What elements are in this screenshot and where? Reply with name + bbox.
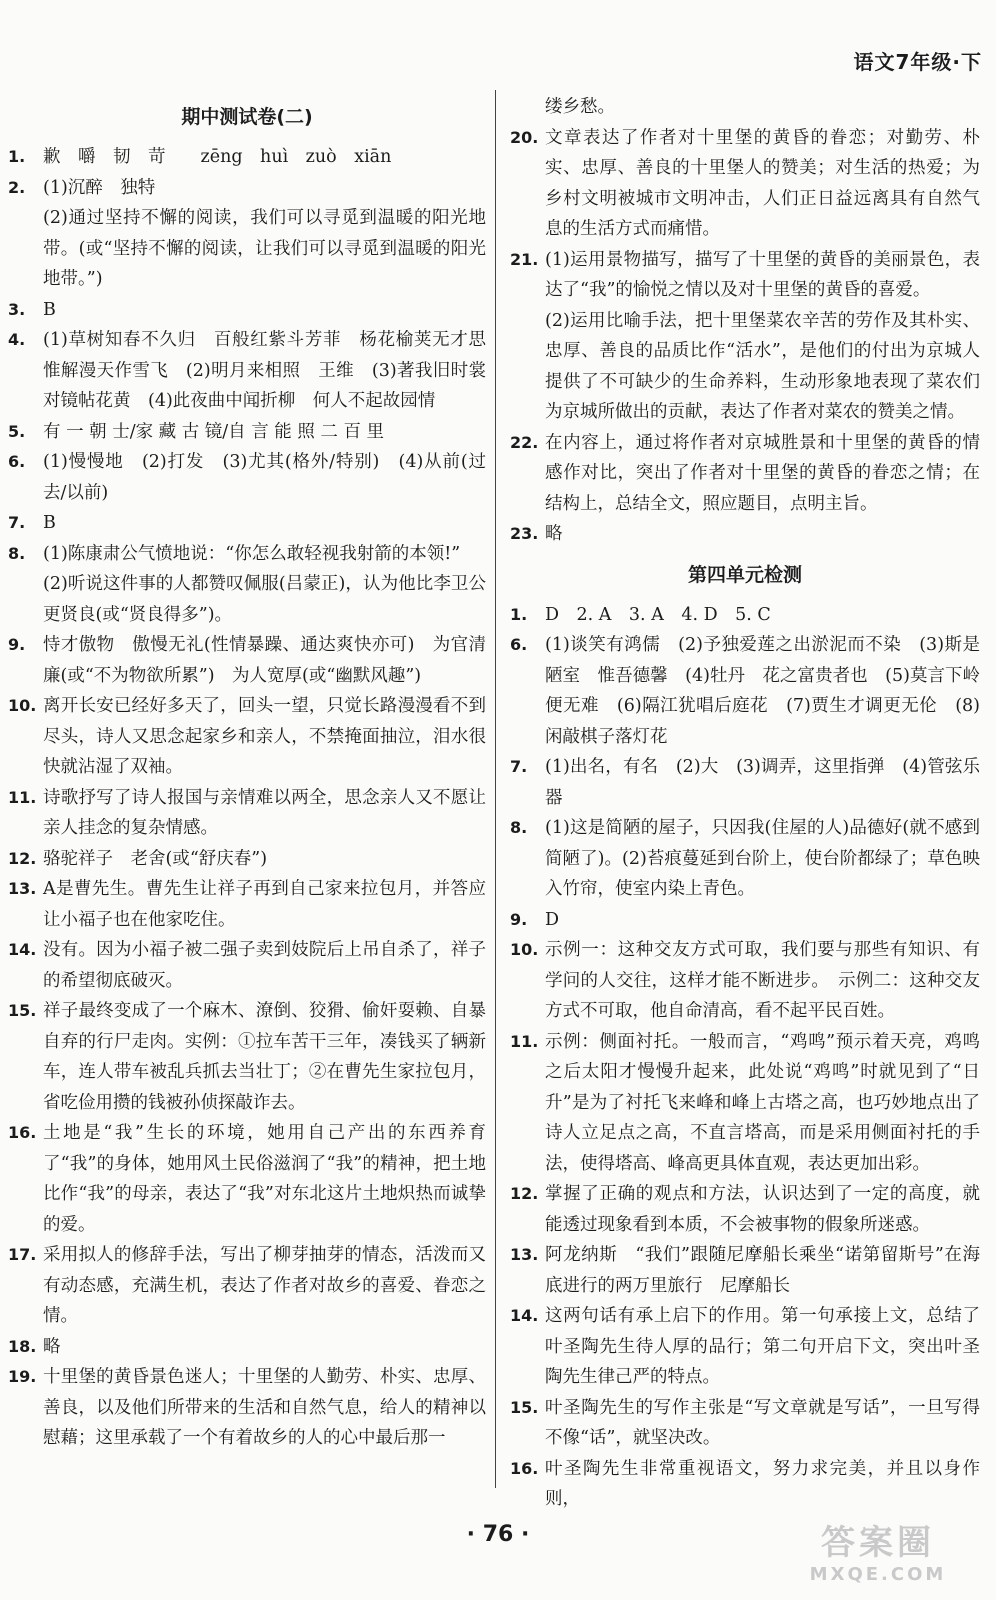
answer-text: (1)慢慢地 (2)打发 (3)尤其(格外/特别) (4)从前(过去/以前) <box>43 452 486 503</box>
answer-item <box>8 1332 486 1363</box>
answer-text: 这两句话有承上启下的作用。第一句承接上文，总结了叶圣陶先生待人厚的品行；第二句开启下文，突出叶圣陶先生律己严的特点。 <box>545 1306 980 1387</box>
answer-item <box>510 428 980 520</box>
answer-text: (1)谈笑有鸿儒 (2)予独爱莲之出淤泥而不染 (3)斯是陋室 惟吾德馨 (4)牡丹 花之富贵者也 (5)莫言下岭便无难 (6)隔江犹唱后庭花 (7)贾生才调更无伦 (8)闲敲棋子落灯花 <box>545 635 980 747</box>
right-item-list-b <box>510 600 980 1515</box>
answer-text: D <box>545 909 560 930</box>
continuation-text: 缕乡愁。 <box>545 97 615 117</box>
answer-number: 12. <box>8 848 37 868</box>
answer-number: 9. <box>510 909 528 929</box>
answer-text: 示例：侧面衬托。一般而言，“鸡鸣”预示着天亮，鸡鸣之后太阳才慢慢升起来，此处说“鸡鸣”时就见到了“日升”是为了衬托飞来峰和峰上古塔之高，也巧妙地点出了诗人立足点之高，不直言塔高，而是采用侧面衬托的手法，使得塔高、峰高更具体直观，表达更加出彩。 <box>545 1031 980 1174</box>
section-title-unit4: 第四单元检测 <box>687 563 802 586</box>
answer-item <box>8 844 486 875</box>
answer-item <box>510 935 980 1027</box>
answer-item <box>8 295 486 326</box>
answer-item <box>8 1118 486 1240</box>
answer-text: (1)草树知春不久归 百般红紫斗芳菲 杨花榆荚无才思 惟解漫天作雪飞 (2)明月来相照 王维 (3)著我旧时裳 对镜帖花黄 (4)此夜曲中闻折柳 何人不起故园情 <box>43 330 504 411</box>
answer-number: 9. <box>8 635 26 654</box>
watermark-main: 答案圈 <box>821 1523 935 1563</box>
answer-number: 13. <box>510 1245 539 1264</box>
answer-text: (1)运用景物描写，描写了十里堡的黄昏的美丽景色，表达了“我”的愉悦之情以及对十里堡的黄昏的喜爱。 (2)运用比喻手法，把十里堡菜农辛苦的劳作及其朴实、忠厚、善良的品质比作“活水”，是他们的付出为京城人提供了不可缺少的生命养料，生动形象地表现了菜农们为京城所做出的贡献，表达了作者对菜农的赞美之情。 <box>545 249 980 422</box>
answer-text: 十里堡的黄昏景色迷人；十里堡的人勤劳、朴实、忠厚、善良，以及他们所带来的生活和自然气息，给人的精神以慰藉；这里承载了一个有着故乡的人的心中最后那一 <box>43 1367 486 1448</box>
answer-item <box>510 1179 980 1240</box>
answer-item <box>8 996 486 1118</box>
answer-number: 1. <box>510 604 528 624</box>
watermark-logo <box>778 1522 978 1590</box>
answer-text: 掌握了正确的观点和方法，认识达到了一定的高度，就能透过现象看到本质，不会被事物的假象所迷惑。 <box>545 1184 980 1235</box>
section-title-midterm: 期中测试卷(二) <box>181 106 313 128</box>
answer-item <box>8 447 486 508</box>
answer-text: 叶圣陶先生非常重视语文，努力求完美，并且以身作则， <box>545 1458 980 1509</box>
answer-number: 7. <box>510 757 528 776</box>
answer-number: 4. <box>8 330 26 349</box>
answer-text: 阿龙纳斯 “我们”跟随尼摩船长乘坐“诺第留斯号”在海底进行的两万里旅行 尼摩船长 <box>545 1245 980 1296</box>
answer-number: 1. <box>8 147 26 166</box>
answer-number: 17. <box>8 1245 37 1264</box>
answer-item <box>510 519 980 550</box>
answer-number: 19. <box>8 1367 37 1386</box>
answer-item <box>510 630 980 752</box>
answer-item <box>8 630 486 691</box>
answer-text: (1)这是简陋的屋子，只因我(住屋的人)品德好(就不感到简陋了)。(2)苔痕蔓延到台阶上，使台阶都绿了；草色映入竹帘，使室内染上青色。 <box>545 818 980 899</box>
answer-text: 采用拟人的修辞手法，写出了柳芽抽芽的情态，活泼而又有动态感，充满生机，表达了作者对故乡的喜爱、眷恋之情。 <box>43 1245 486 1326</box>
answer-item <box>8 173 486 295</box>
answer-item <box>8 325 504 417</box>
answer-number: 22. <box>510 432 539 452</box>
left-column <box>8 92 504 1454</box>
answer-number: 16. <box>8 1123 37 1142</box>
answer-text: (1)出名，有名 (2)大 (3)调弄，这里指弹 (4)管弦乐器 <box>545 757 980 808</box>
answer-item <box>8 142 486 173</box>
answer-number: 13. <box>8 879 37 898</box>
answer-number: 14. <box>8 940 37 959</box>
answer-number: 12. <box>510 1184 539 1203</box>
answer-text: 诗歌抒写了诗人报国与亲情难以两全，思念亲人又不愿让亲人挂念的复杂情感。 <box>43 787 486 838</box>
answer-text: 示例一：这种交友方式可取，我们要与那些有知识、有学问的人交往，这样才能不断进步。 示例二：这种交友方式不可取，他自命清高，看不起平民百姓。 <box>545 940 980 1021</box>
answer-number: 16. <box>510 1458 539 1478</box>
answer-item <box>510 1240 980 1301</box>
continuation-line <box>510 92 980 123</box>
answer-text: 在内容上，通过将作者对京城胜景和十里堡的黄昏的情感作对比，突出了作者对十里堡的黄昏的眷恋之情；在结构上，总结全文，照应题目，点明主旨。 <box>545 432 980 514</box>
answer-number: 23. <box>510 524 539 543</box>
answer-number: 7. <box>8 513 26 532</box>
answer-text: A是曹先生。曹先生让祥子再到自己家来拉包月，并答应让小福子也在他家吃住。 <box>43 879 486 930</box>
answer-text: 祥子最终变成了一个麻木、潦倒、狡猾、偷奸耍赖、自暴自弃的行尸走肉。实例：①拉车苦干三年，凑钱买了辆新车，连人带车被乱兵抓去当壮丁；②在曹先生家拉包月，省吃俭用攒的钱被孙侦探敲诈去。 <box>43 1001 486 1113</box>
answer-number: 15. <box>8 1001 37 1020</box>
answer-text: (1)陈康肃公气愤地说：“你怎么敢轻视我射箭的本领!” (2)听说这件事的人都赞叹佩服(吕蒙正)，认为他比李卫公更贤良(或“贤良得多”)。 <box>43 543 486 625</box>
answer-text: D 2. A 3. A 4. D 5. C <box>545 604 771 625</box>
answer-item <box>510 1027 980 1180</box>
answer-text: B <box>43 299 56 320</box>
answer-number: 6. <box>8 452 26 471</box>
answer-text: 离开长安已经好多天了，回头一望，只觉长路漫漫看不到尽头，诗人又思念起家乡和亲人，不禁掩面抽泣，泪水很快就沾湿了双袖。 <box>43 696 486 777</box>
right-item-list-a <box>510 123 980 550</box>
page-number: · 76 · <box>466 1522 530 1547</box>
answer-text: 有 一 朝 士/家 藏 古 镜/自 言 能 照 二 百 里 <box>43 421 385 442</box>
answer-item <box>8 417 486 448</box>
column-divider <box>495 90 496 1488</box>
answer-text: 略 <box>43 1336 61 1357</box>
answer-number: 2. <box>8 177 26 197</box>
answer-item <box>8 1362 486 1454</box>
answer-number: 3. <box>8 299 26 319</box>
answer-item <box>8 539 486 631</box>
answer-text: 叶圣陶先生的写作主张是“写文章就是写话”，一旦写得不像“话”，就坚决改。 <box>545 1397 980 1448</box>
answer-number: 20. <box>510 127 539 147</box>
answer-item <box>510 245 980 428</box>
answer-text: 文章表达了作者对十里堡的黄昏的眷恋；对勤劳、朴实、忠厚、善良的十里堡人的赞美；对生活的热爱；为乡村文明被城市文明冲击，人们正日益远离具有自然气息的生活方式而痛惜。 <box>545 127 980 239</box>
answer-number: 5. <box>8 421 26 441</box>
answer-item <box>8 691 486 783</box>
answer-number: 10. <box>8 696 37 715</box>
answer-number: 11. <box>510 1031 539 1051</box>
answer-item <box>510 123 980 245</box>
book-header: 语文7年级·下 <box>853 50 982 74</box>
answer-text: 骆驼祥子 老舍(或“舒庆春”) <box>43 848 268 869</box>
answer-number: 8. <box>510 818 528 837</box>
answer-item <box>8 874 486 935</box>
answer-text: 没有。因为小福子被二强子卖到妓院后上吊自杀了，祥子的希望彻底破灭。 <box>43 940 486 991</box>
answer-item <box>510 905 980 936</box>
answer-number: 21. <box>510 249 539 269</box>
answer-item <box>8 783 486 844</box>
answer-text: 土地是“我”生长的环境，她用自己产出的东西养育了“我”的身体，她用风土民俗滋润了“我”的精神，把土地比作“我”的母亲，表达了“我”对东北这片土地炽热而诚挚的爱。 <box>43 1123 486 1235</box>
answer-item <box>8 1240 486 1332</box>
answer-item <box>510 1454 980 1515</box>
answer-number: 11. <box>8 787 37 807</box>
answer-item <box>510 752 980 813</box>
watermark-sub: MXQE.COM <box>809 1564 947 1585</box>
answer-item <box>8 935 486 996</box>
answer-item <box>510 600 980 631</box>
answer-item <box>510 813 980 905</box>
answer-number: 8. <box>8 543 26 563</box>
answer-item <box>510 1301 980 1393</box>
answer-text: (1)沉醉 独特 (2)通过坚持不懈的阅读，我们可以寻觅到温暖的阳光地带。(或“坚持不懈的阅读，让我们可以寻觅到温暖的阳光地带。”) <box>43 177 486 289</box>
answer-number: 10. <box>510 940 539 959</box>
answer-number: 6. <box>510 635 528 654</box>
answer-number: 15. <box>510 1397 539 1417</box>
answer-text: 略 <box>545 524 563 544</box>
answer-item <box>8 508 486 539</box>
answer-number: 18. <box>8 1336 37 1356</box>
answer-item <box>510 1393 980 1454</box>
answer-text: B <box>43 513 56 533</box>
right-column <box>510 92 980 1515</box>
left-item-list <box>8 142 504 1454</box>
answer-number: 14. <box>510 1306 539 1325</box>
answer-text: 歉 嚼 韧 苛 zēng huì zuò xiān <box>43 147 392 167</box>
answer-text: 恃才傲物 傲慢无礼(性情暴躁、通达爽快亦可) 为官清廉(或“不为物欲所累”) 为人宽厚(或“幽默风趣”) <box>43 635 486 686</box>
